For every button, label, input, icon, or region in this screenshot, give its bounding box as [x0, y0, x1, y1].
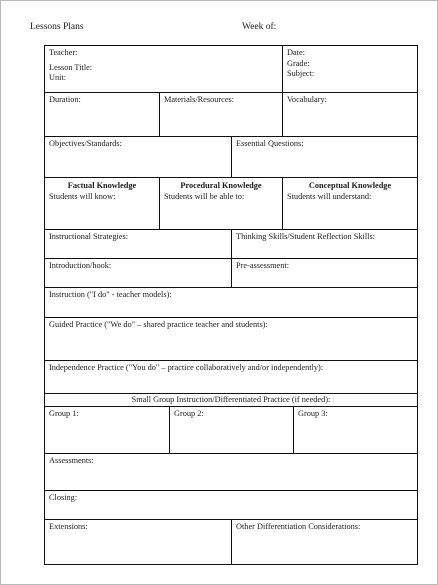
procedural-knowledge-title: Procedural Knowledge — [180, 181, 262, 190]
pre-assessment-cell[interactable] — [231, 258, 418, 288]
vocabulary-label: Vocabulary: — [287, 95, 327, 104]
guided-practice-label: Guided Practice ("We do" – shared practice teacher and students): — [49, 320, 268, 329]
conceptual-knowledge-title: Conceptual Knowledge — [308, 181, 392, 190]
grade-label: Grade: — [287, 58, 310, 68]
procedural-knowledge-cell[interactable] — [159, 177, 283, 230]
group1-label: Group 1: — [49, 409, 79, 418]
other-differentiation-label: Other Differentiation Considerations: — [236, 522, 361, 531]
date-label: Date: — [287, 48, 305, 57]
assessments-cell[interactable] — [44, 453, 418, 491]
introduction-cell[interactable] — [44, 258, 232, 288]
group3-cell[interactable] — [293, 406, 418, 454]
small-group-label: Small Group Instruction/Differentiated Practice (if needed): — [131, 395, 331, 404]
materials-label: Materials/Resources: — [164, 95, 235, 104]
essential-questions-cell[interactable] — [231, 136, 418, 178]
factual-knowledge-cell[interactable] — [44, 177, 160, 230]
conceptual-knowledge-cell[interactable] — [282, 177, 418, 230]
extensions-cell[interactable] — [44, 519, 232, 565]
instructional-strategies-cell[interactable] — [44, 229, 232, 259]
procedural-knowledge-sub: Students will be able to: — [164, 191, 245, 201]
small-group-header-cell — [44, 393, 418, 407]
assessments-label: Assessments: — [49, 456, 94, 465]
materials-cell[interactable] — [159, 92, 283, 137]
duration-label: Duration: — [49, 95, 81, 104]
teacher-cell[interactable] — [44, 45, 283, 93]
instruction-label: Instruction ("I do" - teacher models): — [49, 290, 172, 299]
factual-knowledge-sub: Students will know: — [49, 191, 116, 201]
date-cell[interactable] — [282, 45, 418, 93]
thinking-skills-label: Thinking Skills/Student Reflection Skills: — [236, 232, 375, 241]
pre-assessment-label: Pre-assessment: — [236, 261, 289, 270]
thinking-skills-cell[interactable] — [231, 229, 418, 259]
week-of-label: Week of: — [242, 22, 277, 32]
objectives-label: Objectives/Standards: — [49, 139, 122, 148]
duration-cell[interactable] — [44, 92, 160, 137]
guided-practice-cell[interactable] — [44, 317, 418, 361]
lesson-title-label: Lesson Title: — [49, 62, 93, 72]
group3-label: Group 3: — [298, 409, 328, 418]
group2-label: Group 2: — [174, 409, 204, 418]
lesson-plan-table — [44, 45, 418, 565]
subject-label: Subject: — [287, 69, 315, 79]
closing-cell[interactable] — [44, 490, 418, 520]
other-differentiation-cell[interactable] — [231, 519, 418, 565]
instruction-cell[interactable] — [44, 287, 418, 318]
objectives-cell[interactable] — [44, 136, 232, 178]
vocabulary-cell[interactable] — [282, 92, 418, 137]
closing-label: Closing: — [49, 493, 78, 502]
independence-practice-cell[interactable] — [44, 360, 418, 394]
conceptual-knowledge-sub: Students will understand: — [287, 191, 372, 201]
extensions-label: Extensions: — [49, 522, 88, 531]
essential-questions-label: Essential Questions: — [236, 139, 304, 148]
page-title: Lessons Plans — [30, 22, 84, 32]
teacher-label: Teacher: — [49, 48, 78, 57]
group2-cell[interactable] — [169, 406, 294, 454]
independence-practice-label: Independence Practice ("You do" – practice collaboratively and/or independently): — [49, 363, 324, 372]
factual-knowledge-title: Factual Knowledge — [67, 181, 137, 190]
instructional-strategies-label: Instructional Strategies: — [49, 232, 129, 241]
unit-label: Unit: — [49, 73, 67, 83]
introduction-label: Introduction/hook: — [49, 261, 112, 270]
group1-cell[interactable] — [44, 406, 170, 454]
